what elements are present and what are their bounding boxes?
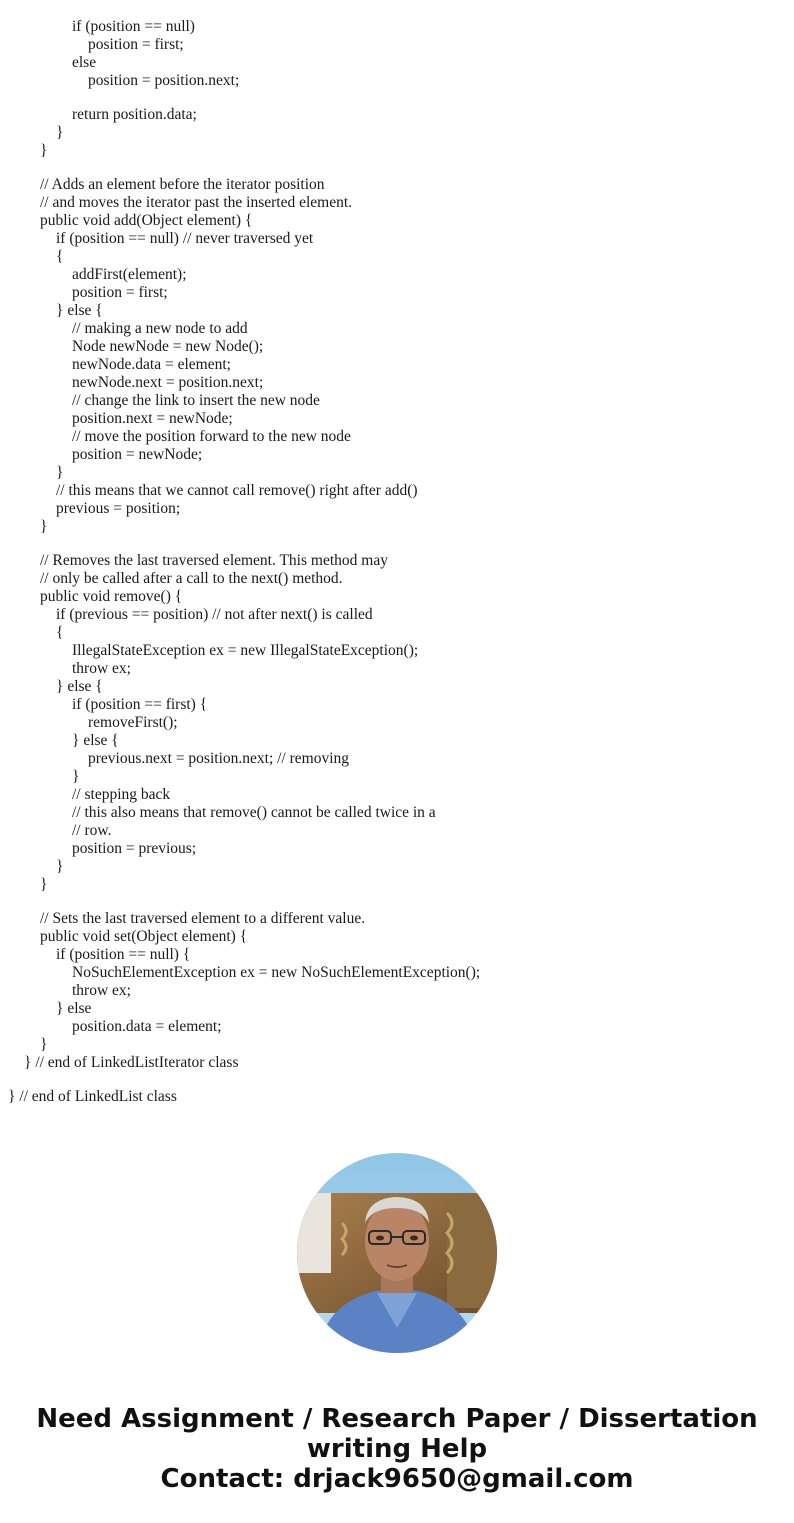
cta-subheadline: writing Help [306, 1434, 488, 1464]
code-line: } // end of LinkedList class [8, 1088, 177, 1105]
code-line: } [72, 768, 80, 785]
code-line: else [72, 54, 97, 71]
code-line: // Sets the last traversed element to a different value. [40, 910, 366, 927]
code-line: if (position == null) [72, 18, 195, 35]
code-line: // only be called after a call to the next() method. [40, 570, 343, 587]
code-line: } else { [56, 678, 103, 695]
code-line: public void set(Object element) { [40, 928, 248, 945]
code-line: if (position == null) // never traversed yet [56, 230, 314, 247]
code-line: newNode.next = position.next; [72, 374, 264, 391]
code-line: } else [56, 1000, 92, 1017]
code-line: if (previous == position) // not after next() is called [56, 606, 373, 623]
code-line: previous.next = position.next; // removing [88, 750, 350, 767]
code-line: } [56, 464, 64, 481]
code-line: position = first; [72, 284, 168, 301]
code-line: // Removes the last traversed element. This method may [40, 552, 388, 569]
code-line: } [56, 858, 64, 875]
code-line: position.next = newNode; [72, 410, 233, 427]
code-line: position.data = element; [72, 1018, 222, 1035]
code-line: position = previous; [72, 840, 197, 857]
code-line: // change the link to insert the new node [72, 392, 320, 409]
code-line: throw ex; [72, 660, 131, 677]
code-line: } [40, 518, 48, 535]
code-line: position = position.next; [88, 72, 240, 89]
code-line: { [56, 624, 64, 641]
code-line: { [56, 248, 64, 265]
code-line: } [56, 124, 64, 141]
author-avatar [297, 1153, 497, 1353]
code-line: } else { [72, 732, 119, 749]
code-line: } // end of LinkedListIterator class [24, 1054, 239, 1071]
code-line: addFirst(element); [72, 266, 187, 283]
code-line: // this also means that remove() cannot be called twice in a [72, 804, 436, 821]
code-line: // Adds an element before the iterator position [40, 176, 325, 193]
code-line: } else { [56, 302, 103, 319]
code-line: // this means that we cannot call remove() right after add() [56, 482, 418, 499]
code-line: // making a new node to add [72, 320, 248, 337]
code-line: // row. [72, 822, 112, 839]
code-line: if (position == null) { [56, 946, 191, 963]
code-line: newNode.data = element; [72, 356, 231, 373]
code-line: // and moves the iterator past the inserted element. [40, 194, 353, 211]
code-line: public void remove() { [40, 588, 183, 605]
code-line: // stepping back [72, 786, 171, 803]
code-line: } [40, 142, 48, 159]
code-line: previous = position; [56, 500, 181, 517]
code-line: throw ex; [72, 982, 131, 999]
code-line: position = newNode; [72, 446, 203, 463]
code-line: NoSuchElementException ex = new NoSuchElementException(); [72, 964, 481, 981]
code-line: if (position == first) { [72, 696, 208, 713]
code-line: } [40, 1036, 48, 1053]
code-line: removeFirst(); [88, 714, 178, 731]
cta-contact-email[interactable]: Contact: drjack9650@gmail.com [160, 1464, 634, 1494]
code-line: Node newNode = new Node(); [72, 338, 264, 355]
code-line: // move the position forward to the new node [72, 428, 351, 445]
code-line: return position.data; [72, 106, 197, 123]
code-line: public void add(Object element) { [40, 212, 253, 229]
portrait-image [297, 1153, 497, 1353]
code-line: position = first; [88, 36, 184, 53]
code-line: IllegalStateException ex = new IllegalStateException(); [72, 642, 419, 659]
code-line: } [40, 876, 48, 893]
cta-headline: Need Assignment / Research Paper / Dissertation [36, 1404, 758, 1434]
